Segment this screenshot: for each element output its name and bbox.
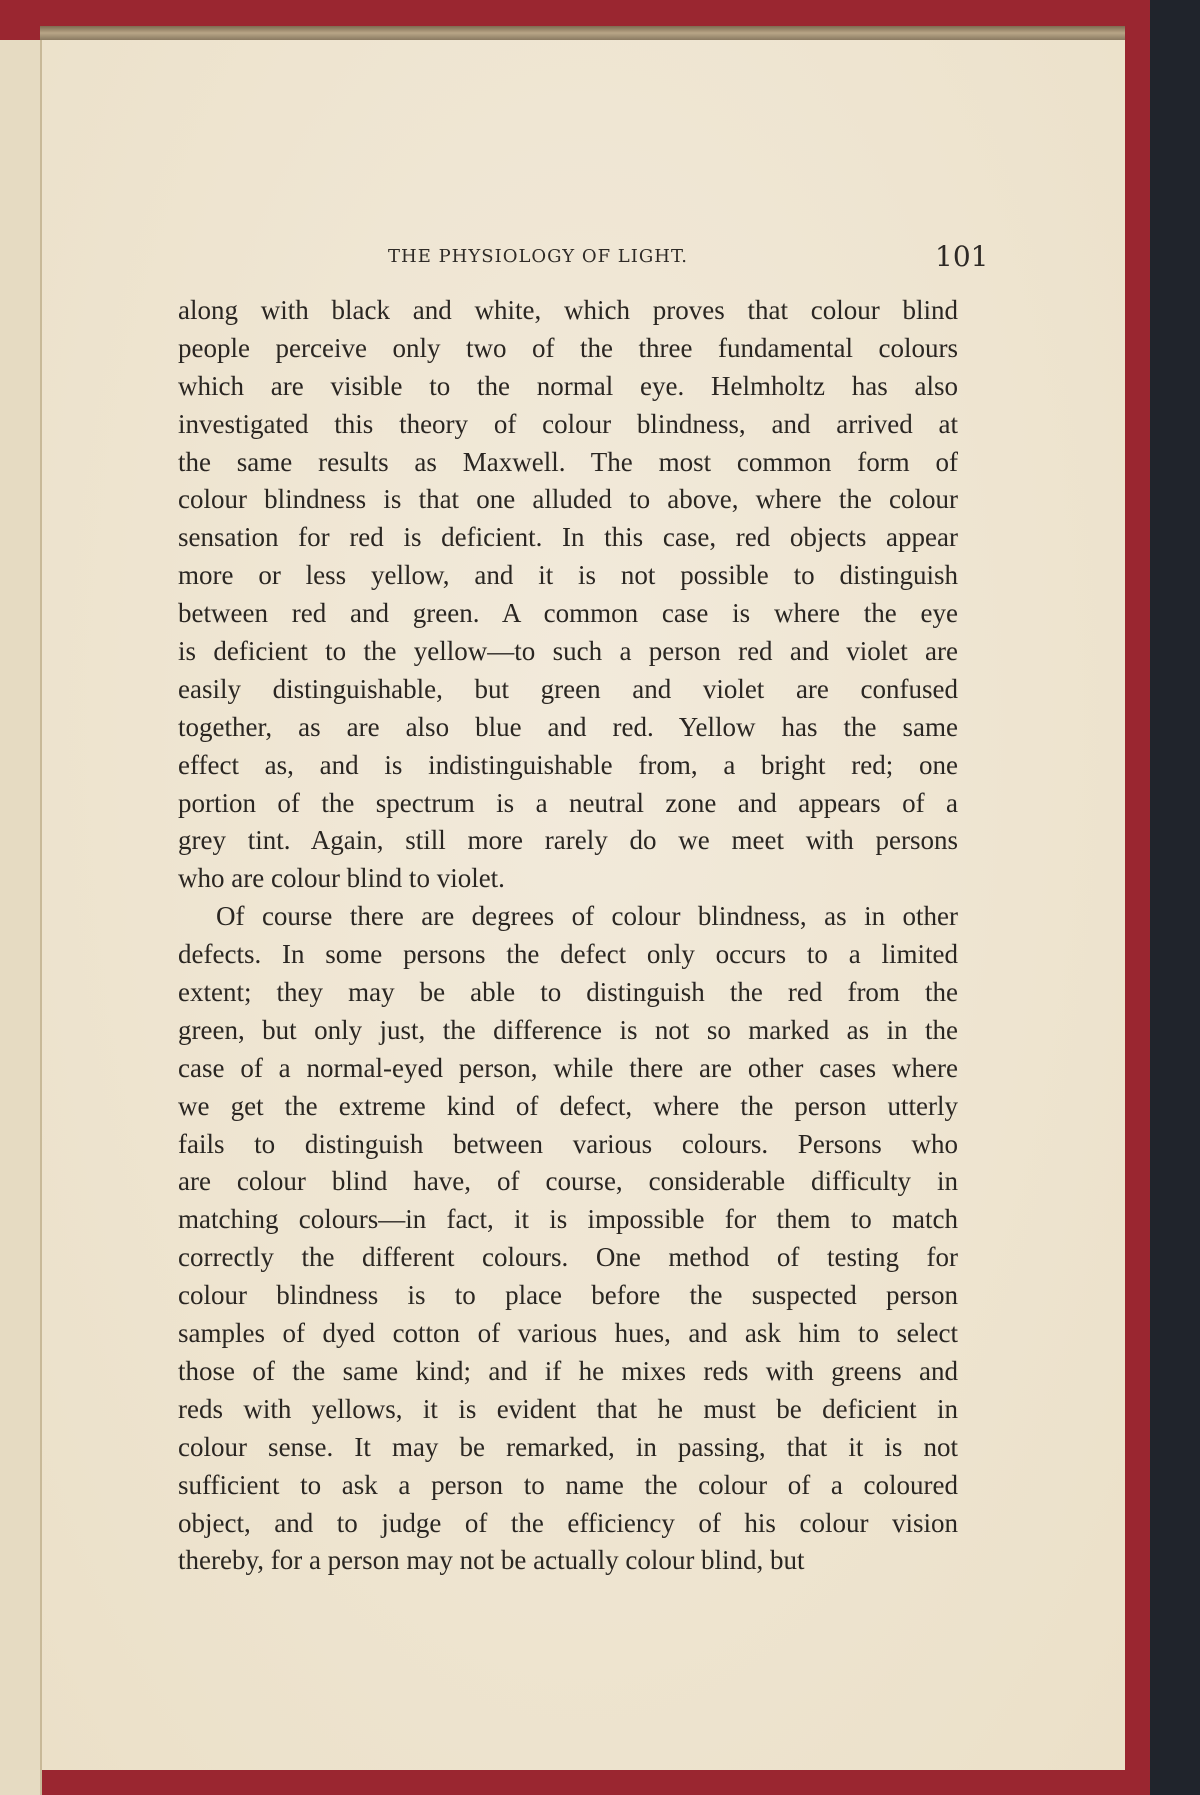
text-line: which are visible to the normal eye. Helmholtz has also [178, 370, 958, 401]
text-line: defects. In some persons the defect only occurs to a limited [178, 939, 958, 970]
text-line: effect as, and is indistinguishable from, a bright red; one [178, 749, 958, 780]
text-line: the same results as Maxwell. The most common form of [178, 446, 958, 477]
running-title: THE PHYSIOLOGY OF LIGHT. [388, 246, 689, 267]
text-line: sufficient to ask a person to name the colour of a coloured [178, 1469, 958, 1500]
page-edges [40, 26, 1125, 40]
text-line: thereby, for a person may not be actually colour blind, but [178, 1545, 805, 1576]
text-line: together, as are also blue and red. Yellow has the same [178, 711, 958, 742]
text-line: extent; they may be able to distinguish the red from the [178, 977, 958, 1008]
body-text [178, 292, 958, 1580]
text-line: colour blindness is to place before the suspected person [178, 1280, 958, 1311]
text-line: investigated this theory of colour blindness, and arrived at [178, 408, 958, 439]
facing-page-edge [0, 40, 42, 1795]
text-line: are colour blind have, of course, considerable difficulty in [178, 1166, 958, 1197]
text-line: is deficient to the yellow—to such a person red and violet are [178, 636, 958, 667]
text-line: matching colours—in fact, it is impossible for them to match [178, 1204, 958, 1235]
text-line: people perceive only two of the three fundamental colours [178, 332, 958, 363]
text-line: object, and to judge of the efficiency of his colour vision [178, 1507, 958, 1538]
text-line: colour sense. It may be remarked, in passing, that it is not [178, 1431, 958, 1462]
text-line: samples of dyed cotton of various hues, and ask him to select [178, 1318, 958, 1349]
text-line: case of a normal-eyed person, while there are other cases where [178, 1052, 958, 1083]
text-line: correctly the different colours. One method of testing for [178, 1242, 958, 1273]
text-line: those of the same kind; and if he mixes reds with greens and [178, 1355, 958, 1386]
page-number: 101 [935, 240, 989, 273]
text-line: sensation for red is deficient. In this case, red objects appear [178, 522, 958, 553]
text-line: green, but only just, the difference is not so marked as in the [178, 1014, 958, 1045]
text-line: fails to distinguish between various colours. Persons who [178, 1128, 958, 1159]
text-line: colour blindness is that one alluded to above, where the colour [178, 484, 958, 515]
text-line: who are colour blind to violet. [178, 863, 505, 894]
text-line: Of course there are degrees of colour blindness, as in other [216, 901, 958, 932]
book-page [42, 40, 1125, 1770]
text-line: reds with yellows, it is evident that he must be deficient in [178, 1393, 958, 1424]
text-line: easily distinguishable, but green and violet are confused [178, 673, 958, 704]
text-line: more or less yellow, and it is not possible to distinguish [178, 560, 958, 591]
text-line: along with black and white, which proves that colour blind [178, 295, 958, 325]
text-line: grey tint. Again, still more rarely do we meet with persons [178, 825, 958, 856]
text-line: we get the extreme kind of defect, where the person utterly [178, 1090, 958, 1121]
text-line: between red and green. A common case is where the eye [178, 598, 958, 629]
text-line: portion of the spectrum is a neutral zone and appears of a [178, 787, 958, 818]
